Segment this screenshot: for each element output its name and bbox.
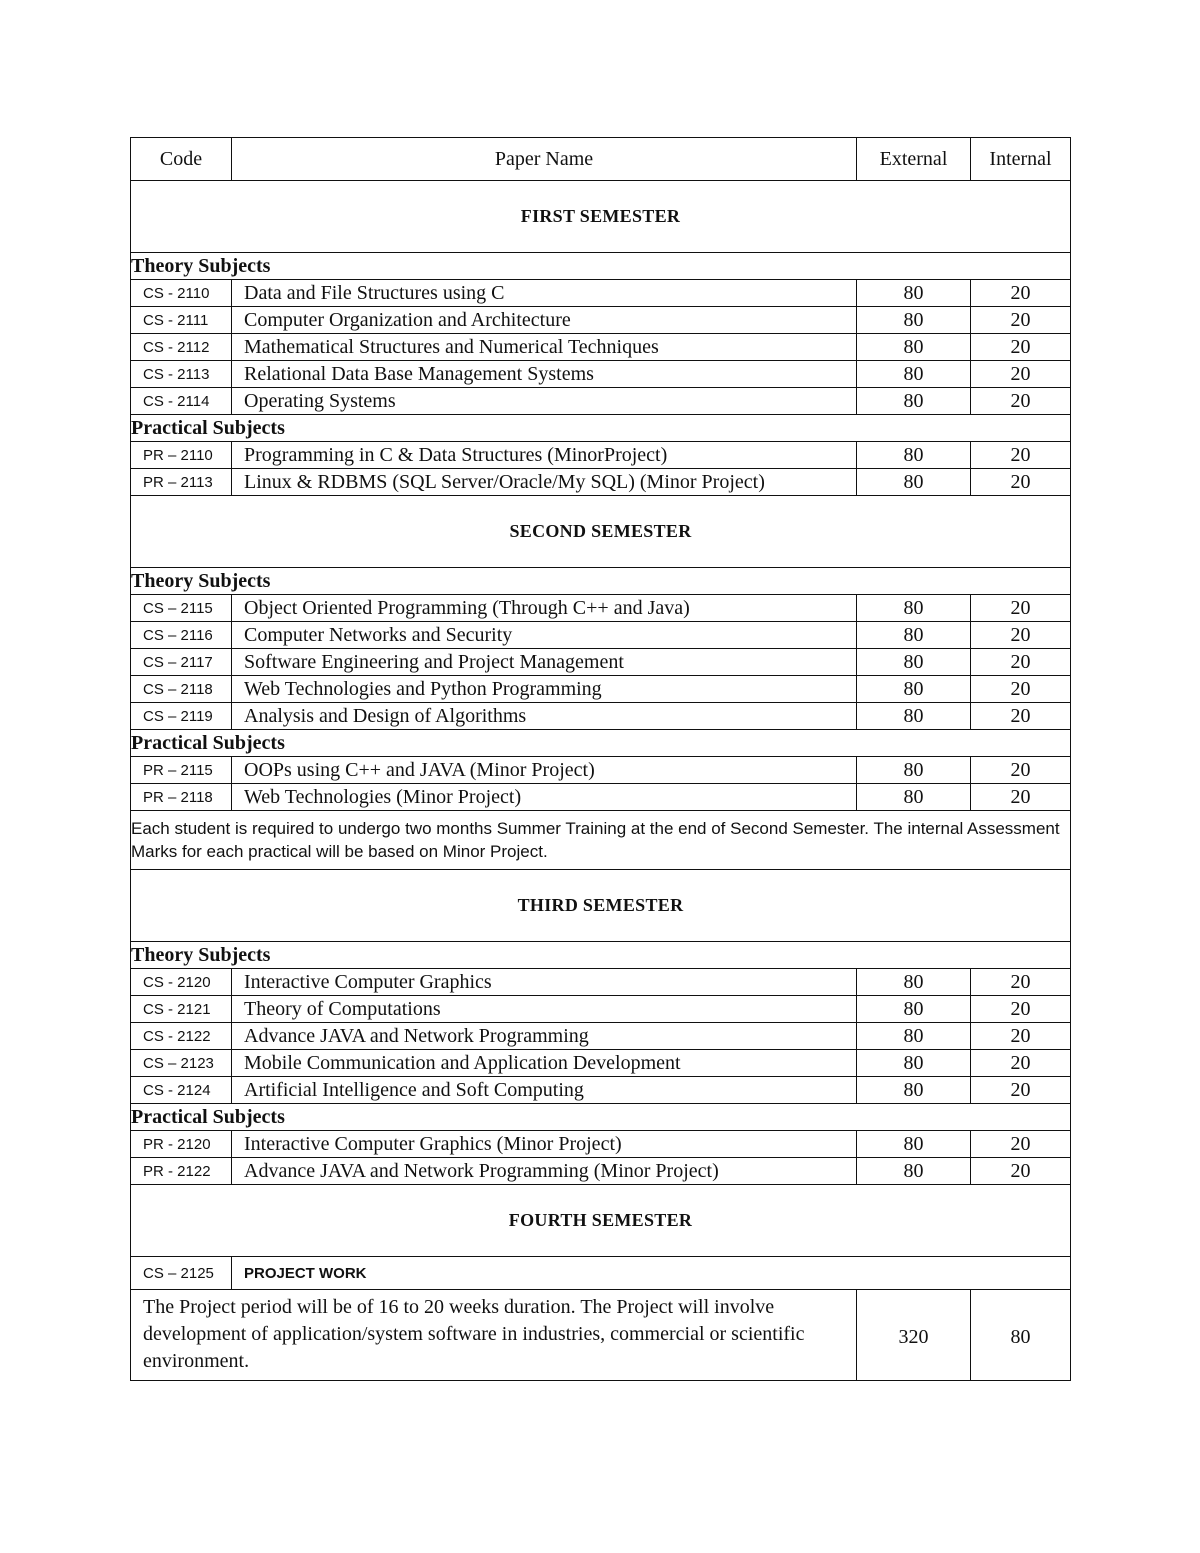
external-marks: 80: [857, 649, 971, 676]
external-marks: 80: [857, 703, 971, 730]
external-marks: 80: [857, 442, 971, 469]
internal-marks: 20: [971, 649, 1071, 676]
internal-marks: 20: [971, 622, 1071, 649]
table-row: [131, 757, 1071, 784]
table-row: [131, 1050, 1071, 1077]
internal-marks: 20: [971, 1077, 1071, 1104]
table-row: [131, 969, 1071, 996]
table-row: [131, 1023, 1071, 1050]
paper-name: Analysis and Design of Algorithms: [232, 703, 857, 730]
group-label: Practical Subjects: [131, 415, 1071, 442]
paper-name: Linux & RDBMS (SQL Server/Oracle/My SQL) (Minor Project): [232, 469, 857, 496]
external-marks: 80: [857, 996, 971, 1023]
paper-name: Theory of Computations: [232, 996, 857, 1023]
paper-name: Web Technologies and Python Programming: [232, 676, 857, 703]
paper-name: Software Engineering and Project Management: [232, 649, 857, 676]
paper-name: Computer Networks and Security: [232, 622, 857, 649]
paper-name: Artificial Intelligence and Soft Computing: [232, 1077, 857, 1104]
paper-code: PR - 2122: [131, 1158, 232, 1185]
paper-name: Web Technologies (Minor Project): [232, 784, 857, 811]
table-row: [131, 784, 1071, 811]
header-external: External: [857, 138, 971, 181]
internal-marks: 20: [971, 969, 1071, 996]
paper-name: Operating Systems: [232, 388, 857, 415]
external-marks: 80: [857, 1131, 971, 1158]
semester-heading: [131, 181, 1071, 253]
external-marks: 80: [857, 784, 971, 811]
external-marks: 80: [857, 757, 971, 784]
external-marks: 80: [857, 388, 971, 415]
external-marks: 80: [857, 1158, 971, 1185]
table-row: [131, 649, 1071, 676]
external-marks: 80: [857, 595, 971, 622]
external-marks: 80: [857, 307, 971, 334]
paper-code: CS - 2114: [131, 388, 232, 415]
group-label: Practical Subjects: [131, 1104, 1071, 1131]
external-marks: 80: [857, 1023, 971, 1050]
header-paper-name: Paper Name: [232, 138, 857, 181]
external-marks: 80: [857, 622, 971, 649]
paper-code: CS – 2125: [131, 1257, 232, 1290]
semester-title: FIRST SEMESTER: [131, 181, 1071, 253]
external-marks: 80: [857, 676, 971, 703]
paper-name: Relational Data Base Management Systems: [232, 361, 857, 388]
table-row: [131, 388, 1071, 415]
paper-name: Data and File Structures using C: [232, 280, 857, 307]
group-label: Practical Subjects: [131, 730, 1071, 757]
table-row: [131, 280, 1071, 307]
table-row: [131, 469, 1071, 496]
table-header-row: [131, 138, 1071, 181]
project-description: The Project period will be of 16 to 20 weeks duration. The Project will involve development of application/system software in industries, commercial or scientific environment.: [131, 1290, 857, 1381]
internal-marks: 20: [971, 676, 1071, 703]
internal-marks: 20: [971, 784, 1071, 811]
external-marks: 80: [857, 280, 971, 307]
paper-code: CS – 2117: [131, 649, 232, 676]
external-marks: 80: [857, 1077, 971, 1104]
project-row: [131, 1257, 1071, 1290]
header-code: Code: [131, 138, 232, 181]
header-internal: Internal: [971, 138, 1071, 181]
internal-marks: 20: [971, 1131, 1071, 1158]
external-marks: 80: [857, 1050, 971, 1077]
external-marks: 80: [857, 334, 971, 361]
semester-title: FOURTH SEMESTER: [131, 1185, 1071, 1257]
paper-code: CS – 2123: [131, 1050, 232, 1077]
group-label: Theory Subjects: [131, 253, 1071, 280]
group-heading: [131, 1104, 1071, 1131]
internal-marks: 20: [971, 1158, 1071, 1185]
syllabus-table: [130, 137, 1071, 1381]
group-label: Theory Subjects: [131, 568, 1071, 595]
paper-code: CS – 2118: [131, 676, 232, 703]
table-row: [131, 1077, 1071, 1104]
internal-marks: 20: [971, 388, 1071, 415]
semester-heading: [131, 870, 1071, 942]
paper-code: CS - 2121: [131, 996, 232, 1023]
paper-name: Interactive Computer Graphics (Minor Project): [232, 1131, 857, 1158]
paper-code: CS - 2111: [131, 307, 232, 334]
paper-name: Advance JAVA and Network Programming (Minor Project): [232, 1158, 857, 1185]
project-title: PROJECT WORK: [232, 1257, 1071, 1290]
table-row: [131, 622, 1071, 649]
internal-marks: 20: [971, 469, 1071, 496]
table-row: [131, 361, 1071, 388]
group-heading: [131, 253, 1071, 280]
paper-code: PR – 2118: [131, 784, 232, 811]
paper-code: CS – 2116: [131, 622, 232, 649]
paper-name: Advance JAVA and Network Programming: [232, 1023, 857, 1050]
group-heading: [131, 942, 1071, 969]
group-heading: [131, 415, 1071, 442]
internal-marks: 20: [971, 996, 1071, 1023]
internal-marks: 20: [971, 1023, 1071, 1050]
table-row: [131, 996, 1071, 1023]
summer-training-note-row: [131, 811, 1071, 870]
project-description-row: [131, 1290, 1071, 1381]
table-row: [131, 1131, 1071, 1158]
paper-code: CS – 2115: [131, 595, 232, 622]
paper-code: PR – 2110: [131, 442, 232, 469]
paper-code: CS - 2124: [131, 1077, 232, 1104]
external-marks: 320: [857, 1290, 971, 1381]
paper-code: CS - 2110: [131, 280, 232, 307]
paper-code: CS - 2120: [131, 969, 232, 996]
internal-marks: 20: [971, 361, 1071, 388]
paper-code: CS - 2112: [131, 334, 232, 361]
external-marks: 80: [857, 469, 971, 496]
paper-name: Interactive Computer Graphics: [232, 969, 857, 996]
internal-marks: 20: [971, 334, 1071, 361]
internal-marks: 20: [971, 757, 1071, 784]
paper-name: Mathematical Structures and Numerical Techniques: [232, 334, 857, 361]
internal-marks: 20: [971, 1050, 1071, 1077]
internal-marks: 20: [971, 280, 1071, 307]
semester-title: THIRD SEMESTER: [131, 870, 1071, 942]
internal-marks: 20: [971, 595, 1071, 622]
group-label: Theory Subjects: [131, 942, 1071, 969]
table-row: [131, 307, 1071, 334]
table-row: [131, 442, 1071, 469]
semester-heading: [131, 496, 1071, 568]
semester-title: SECOND SEMESTER: [131, 496, 1071, 568]
table-row: [131, 595, 1071, 622]
summer-training-note: Each student is required to undergo two months Summer Training at the end of Second Semester. The internal Assessment Marks for each practical will be based on Minor Project.: [131, 811, 1071, 870]
table-row: [131, 334, 1071, 361]
paper-code: PR – 2115: [131, 757, 232, 784]
internal-marks: 80: [971, 1290, 1071, 1381]
internal-marks: 20: [971, 442, 1071, 469]
paper-code: CS - 2113: [131, 361, 232, 388]
table-row: [131, 676, 1071, 703]
table-row: [131, 703, 1071, 730]
paper-name: Computer Organization and Architecture: [232, 307, 857, 334]
paper-code: CS – 2119: [131, 703, 232, 730]
paper-code: PR - 2120: [131, 1131, 232, 1158]
internal-marks: 20: [971, 703, 1071, 730]
group-heading: [131, 730, 1071, 757]
group-heading: [131, 568, 1071, 595]
paper-name: Programming in C & Data Structures (MinorProject): [232, 442, 857, 469]
paper-name: Object Oriented Programming (Through C++ and Java): [232, 595, 857, 622]
paper-code: CS - 2122: [131, 1023, 232, 1050]
internal-marks: 20: [971, 307, 1071, 334]
semester-heading: [131, 1185, 1071, 1257]
paper-name: Mobile Communication and Application Development: [232, 1050, 857, 1077]
external-marks: 80: [857, 969, 971, 996]
external-marks: 80: [857, 361, 971, 388]
table-row: [131, 1158, 1071, 1185]
paper-name: OOPs using C++ and JAVA (Minor Project): [232, 757, 857, 784]
paper-code: PR – 2113: [131, 469, 232, 496]
